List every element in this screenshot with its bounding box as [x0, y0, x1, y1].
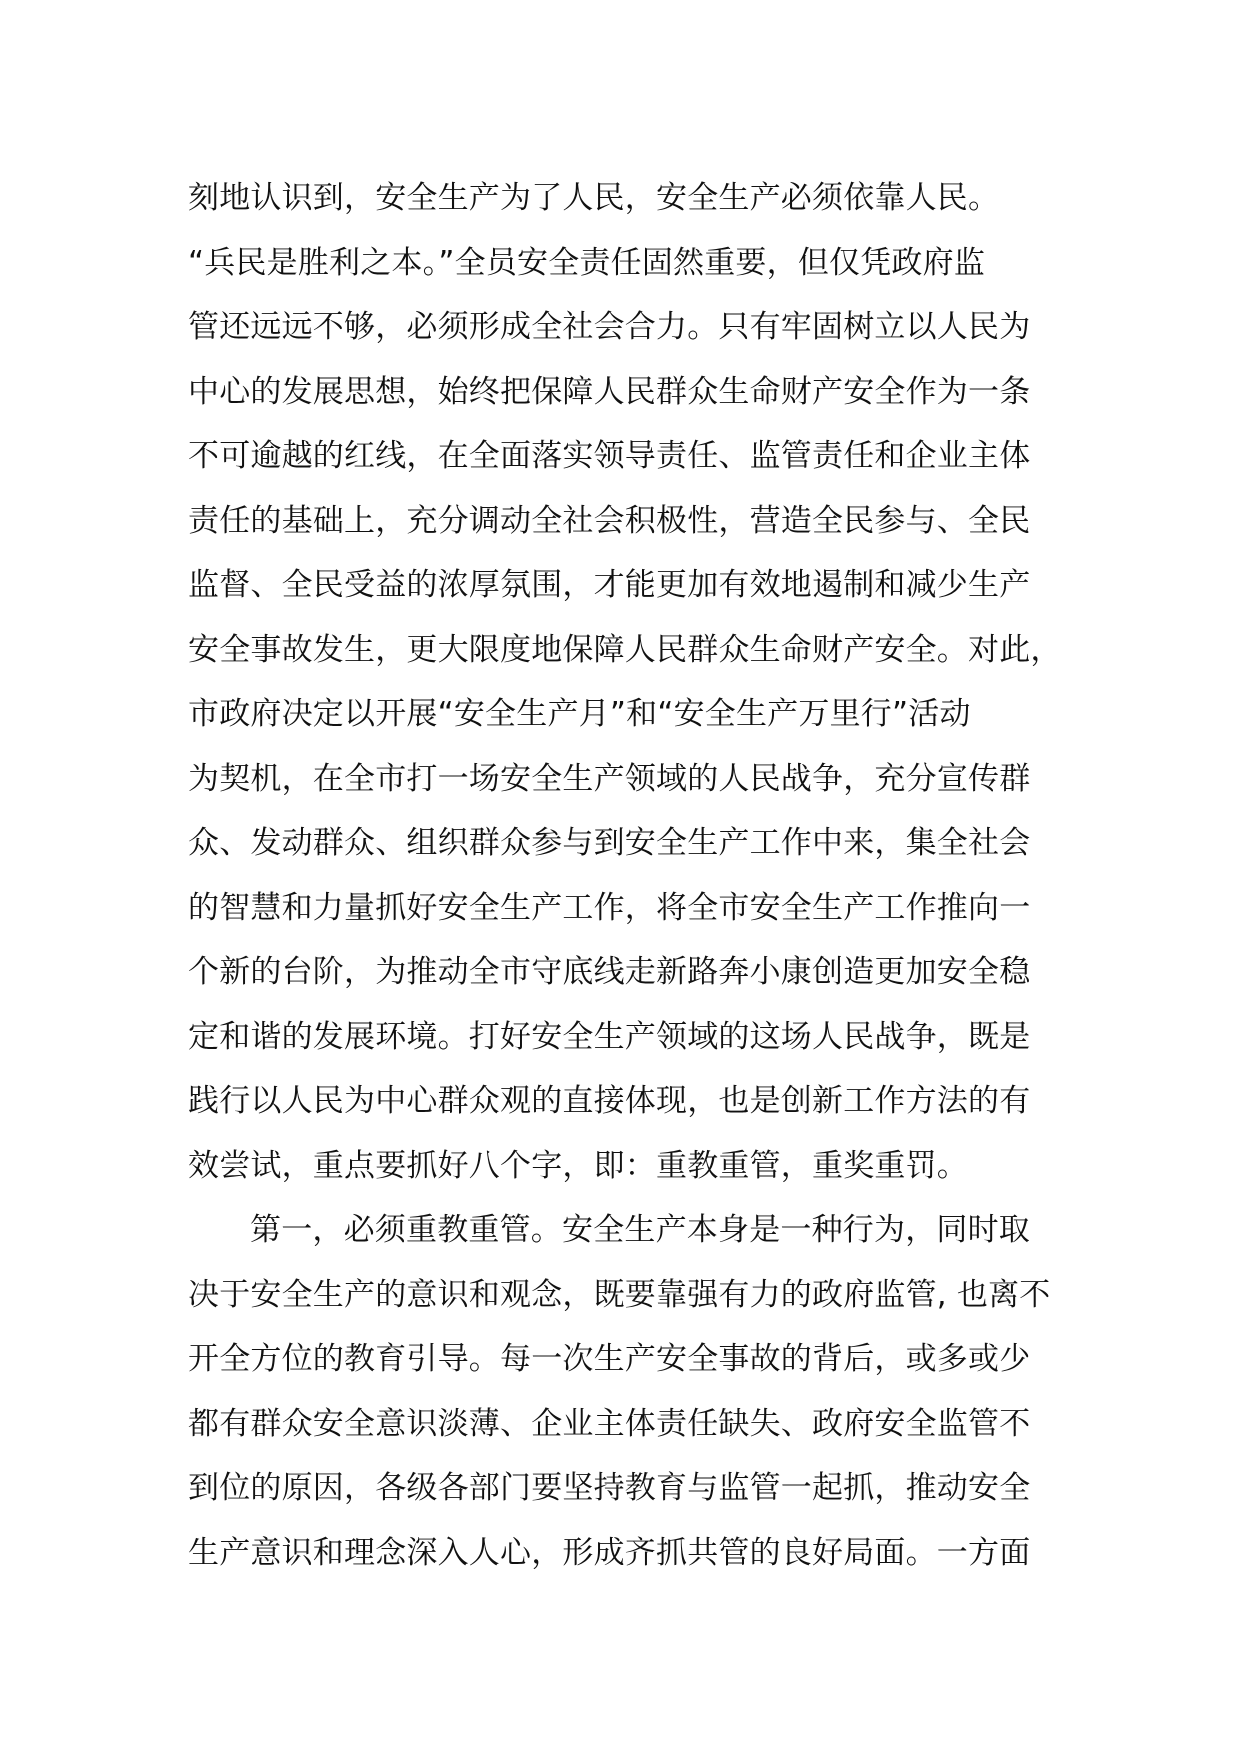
paragraph-start-line: 第一，必须重教重管。安全生产本身是一种行为，同时取	[250, 1212, 1030, 1248]
text-line: 中心的发展思想，始终把保障人民群众生命财产安全作为一条	[188, 373, 1031, 410]
text-line: 责任的基础上，充分调动全社会积极性，营造全民参与、全民	[188, 502, 1031, 539]
text-line: 市政府决定以开展“安全生产月”和“安全生产万里行”活动	[188, 696, 971, 732]
text-line: 管还远远不够，必须形成全社会合力。只有牢固树立以人民为	[188, 309, 1031, 345]
text-line: 定和谐的发展环境。打好安全生产领域的这场人民战争，既是	[188, 1018, 1031, 1055]
text-line: 安全事故发生，更大限度地保障人民群众生命财产安全。对此，	[188, 631, 1062, 668]
text-line: 不可逾越的红线，在全面落实领导责任、监管责任和企业主体	[188, 438, 1031, 474]
text-line: 决于安全生产的意识和观念，既要靠强有力的政府监管, 也离不	[188, 1276, 1051, 1313]
text-line: 为契机，在全市打一场安全生产领域的人民战争，充分宣传群	[188, 760, 1031, 797]
text-line: 个新的台阶，为推动全市守底线走新路奔小康创造更加安全稳	[188, 954, 1031, 990]
body-text	[188, 166, 1078, 1585]
text-line: 都有群众安全意识淡薄、企业主体责任缺失、政府安全监管不	[188, 1405, 1031, 1442]
text-line: 践行以人民为中心群众观的直接体现，也是创新工作方法的有	[188, 1083, 1031, 1119]
text-line: 刻地认识到，安全生产为了人民，安全生产必须依靠人民。	[188, 180, 1000, 216]
text-line: “兵民是胜利之本。”全员安全责任固然重要，但仅凭政府监	[188, 244, 986, 281]
text-line: 众、发动群众、组织群众参与到安全生产工作中来，集全社会	[188, 825, 1031, 861]
text-line: 开全方位的教育引导。每一次生产安全事故的背后，或多或少	[188, 1341, 1031, 1377]
text-line: 生产意识和理念深入人心，形成齐抓共管的良好局面。一方面	[188, 1534, 1031, 1571]
text-line: 到位的原因，各级各部门要坚持教育与监管一起抓，推动安全	[188, 1470, 1031, 1506]
text-line: 效尝试，重点要抓好八个字，即：重教重管，重奖重罚。	[188, 1147, 968, 1184]
text-line: 监督、全民受益的浓厚氛围，才能更加有效地遏制和减少生产	[188, 567, 1031, 603]
text-line: 的智慧和力量抓好安全生产工作，将全市安全生产工作推向一	[188, 889, 1031, 926]
